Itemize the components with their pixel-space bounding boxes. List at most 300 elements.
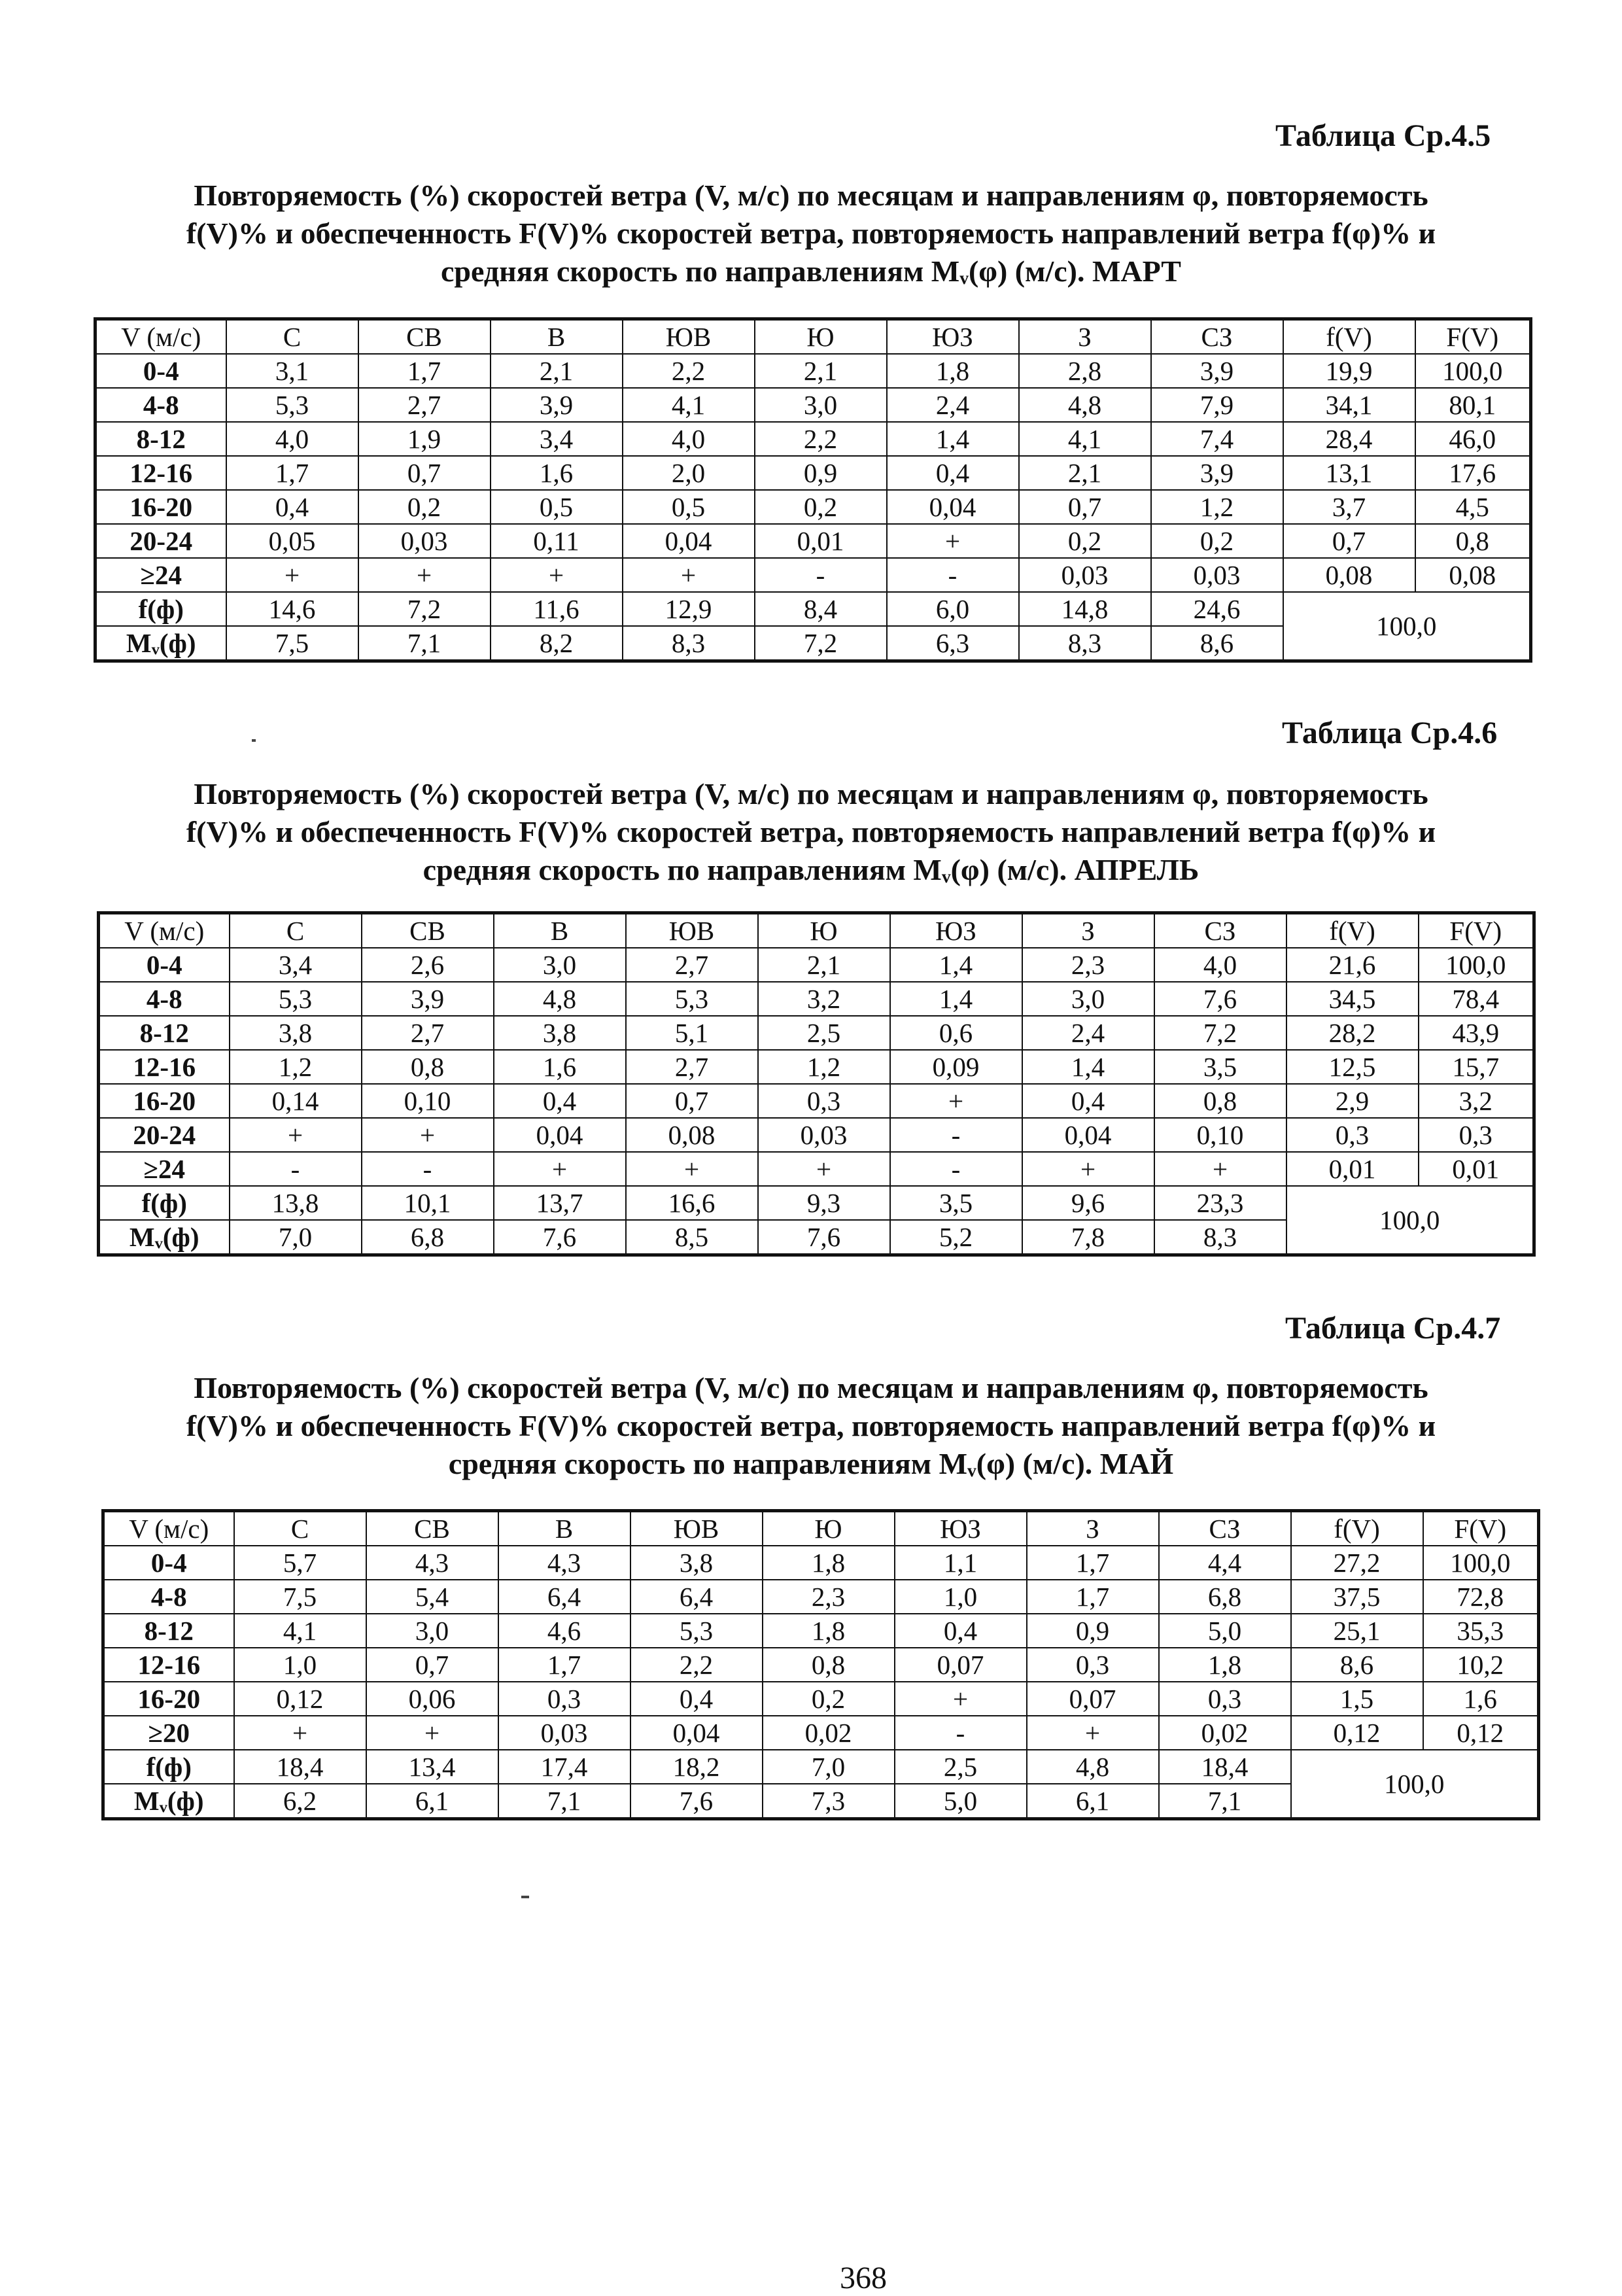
table-cell: 0,02	[763, 1716, 895, 1750]
table-row	[95, 558, 1531, 592]
table-cell: 8,5	[626, 1220, 758, 1255]
table-cell: 0,05	[226, 524, 358, 558]
table-cell: 2,2	[623, 354, 755, 388]
table-cell: 1,6	[494, 1050, 626, 1084]
table-row	[99, 1050, 1534, 1084]
table-cell: 1,8	[763, 1546, 895, 1580]
table-row	[95, 456, 1531, 490]
table-cell: 7,5	[226, 626, 358, 661]
table-cell: 1,5	[1291, 1682, 1423, 1716]
table-cell: 18,2	[630, 1750, 763, 1784]
table-cell: 10,2	[1423, 1648, 1539, 1682]
table-cell: 0,04	[630, 1716, 763, 1750]
table-cell: 2,2	[630, 1648, 763, 1682]
table-cell: 0,3	[1419, 1118, 1534, 1152]
table-cell: +	[362, 1118, 494, 1152]
table-cell: 0,04	[623, 524, 755, 558]
table-cell: 2,7	[358, 388, 491, 422]
table-cell: 0,03	[758, 1118, 890, 1152]
f-phi-row	[103, 1750, 1539, 1784]
table-cell: 0,11	[491, 524, 623, 558]
column-header: СЗ	[1151, 319, 1283, 355]
table-cell: 0,04	[887, 490, 1019, 524]
row-label: Mᵥ(ф)	[95, 626, 226, 661]
table-cell: 4,1	[623, 388, 755, 422]
table-cell: -	[887, 558, 1019, 592]
column-header: ЮЗ	[890, 913, 1022, 948]
table-cell: 7,2	[755, 626, 887, 661]
table-cell: 6,1	[1027, 1784, 1159, 1819]
table-cell: 1,8	[763, 1614, 895, 1648]
table-row	[95, 422, 1531, 456]
table-cell: 3,7	[1283, 490, 1415, 524]
table-row	[95, 354, 1531, 388]
table-cell: 4,5	[1415, 490, 1531, 524]
table-cell: 0,03	[498, 1716, 630, 1750]
table-cell: 6,4	[498, 1580, 630, 1614]
table-cell: 100,0	[1419, 948, 1534, 982]
table-cell: 0,12	[1291, 1716, 1423, 1750]
wind-table	[101, 1509, 1540, 1820]
table-cell: 3,0	[494, 948, 626, 982]
row-label: Mᵥ(ф)	[99, 1220, 230, 1255]
page-number: 368	[840, 2261, 887, 2295]
table-cell: 0,4	[630, 1682, 763, 1716]
column-header: F(V)	[1423, 1511, 1539, 1546]
table-cell: 1,6	[1423, 1682, 1539, 1716]
table-cell: -	[895, 1716, 1027, 1750]
column-header: З	[1027, 1511, 1159, 1546]
table-cell: 2,3	[1022, 948, 1154, 982]
table-cell: 100,0	[1423, 1546, 1539, 1580]
table-row	[99, 982, 1534, 1016]
table-cell: 2,3	[763, 1580, 895, 1614]
row-label: 16-20	[95, 490, 226, 524]
table-cell: +	[366, 1716, 498, 1750]
table-cell: 8,2	[491, 626, 623, 661]
table-cell: -	[890, 1152, 1022, 1186]
wind-table	[97, 911, 1536, 1257]
table-cell: 4,0	[226, 422, 358, 456]
column-header: F(V)	[1419, 913, 1534, 948]
table-header-row	[95, 319, 1531, 355]
table-cell: 100,0	[1415, 354, 1531, 388]
column-header: СВ	[362, 913, 494, 948]
table-cell: 2,1	[755, 354, 887, 388]
table-heading	[105, 775, 1517, 889]
table-cell: 2,4	[1022, 1016, 1154, 1050]
table-cell: 8,4	[755, 592, 887, 626]
table-header-row	[99, 913, 1534, 948]
table-row	[99, 1084, 1534, 1118]
table-row	[103, 1716, 1539, 1750]
table-cell: 8,3	[1019, 626, 1151, 661]
table-cell: 0,2	[1151, 524, 1283, 558]
table-cell: 8,3	[623, 626, 755, 661]
table-cell: 3,5	[890, 1186, 1022, 1220]
heading-line: Повторяемость (%) скоростей ветра (V, м/с) по месяцам и направлениям φ, повторяемость	[194, 1371, 1428, 1404]
table-cell: 1,0	[234, 1648, 366, 1682]
row-label: 4-8	[103, 1580, 234, 1614]
heading-line: Повторяемость (%) скоростей ветра (V, м/с) по месяцам и направлениям φ, повторяемость	[194, 777, 1428, 810]
table-cell: 6,0	[887, 592, 1019, 626]
row-label: 20-24	[99, 1118, 230, 1152]
table-cell: 1,4	[890, 982, 1022, 1016]
row-label: 8-12	[103, 1614, 234, 1648]
table-cell: +	[887, 524, 1019, 558]
table-cell: 0,6	[890, 1016, 1022, 1050]
table-cell: 2,7	[626, 948, 758, 982]
table-cell: 13,8	[230, 1186, 362, 1220]
column-header: С	[230, 913, 362, 948]
table-cell: 0,7	[626, 1084, 758, 1118]
table-cell: 23,3	[1154, 1186, 1286, 1220]
table-cell: 5,2	[890, 1220, 1022, 1255]
column-header: СВ	[358, 319, 491, 355]
table-cell: 11,6	[491, 592, 623, 626]
row-label: Mᵥ(ф)	[103, 1784, 234, 1819]
table-cell: 0,4	[494, 1084, 626, 1118]
table-cell: +	[491, 558, 623, 592]
table-cell: 35,3	[1423, 1614, 1539, 1648]
table-cell: 28,2	[1286, 1016, 1419, 1050]
table-cell: -	[362, 1152, 494, 1186]
table-row	[99, 1016, 1534, 1050]
table-cell: 8,6	[1291, 1648, 1423, 1682]
table-cell: 15,7	[1419, 1050, 1534, 1084]
table-cell: 1,7	[498, 1648, 630, 1682]
column-header: В	[498, 1511, 630, 1546]
table-cell: 0,06	[366, 1682, 498, 1716]
table-cell: 19,9	[1283, 354, 1415, 388]
table-row	[99, 1118, 1534, 1152]
table-cell: 0,4	[895, 1614, 1027, 1648]
table-cell: +	[758, 1152, 890, 1186]
table-cell: 0,7	[1019, 490, 1151, 524]
total-cell: 100,0	[1286, 1186, 1534, 1255]
table-cell: 0,07	[1027, 1682, 1159, 1716]
table-cell: 43,9	[1419, 1016, 1534, 1050]
table-cell: 7,3	[763, 1784, 895, 1819]
total-cell: 100,0	[1291, 1750, 1539, 1819]
table-cell: 0,4	[226, 490, 358, 524]
table-cell: 24,6	[1151, 592, 1283, 626]
row-label: ≥24	[99, 1152, 230, 1186]
table-cell: 5,7	[234, 1546, 366, 1580]
table-cell: 3,9	[362, 982, 494, 1016]
table-cell: 4,3	[498, 1546, 630, 1580]
table-cell: +	[623, 558, 755, 592]
table-cell: 0,8	[763, 1648, 895, 1682]
row-label: 16-20	[99, 1084, 230, 1118]
table-cell: 5,1	[626, 1016, 758, 1050]
table-cell: 2,5	[758, 1016, 890, 1050]
table-cell: 0,2	[755, 490, 887, 524]
table-cell: 7,6	[758, 1220, 890, 1255]
table-cell: 3,1	[226, 354, 358, 388]
table-cell: 13,4	[366, 1750, 498, 1784]
row-label: 4-8	[99, 982, 230, 1016]
table-cell: 3,5	[1154, 1050, 1286, 1084]
column-header: СВ	[366, 1511, 498, 1546]
table-cell: 13,1	[1283, 456, 1415, 490]
table-cell: 7,9	[1151, 388, 1283, 422]
table-cell: 4,8	[1019, 388, 1151, 422]
total-cell: 100,0	[1283, 592, 1531, 661]
table-heading	[105, 177, 1517, 290]
table-cell: 0,7	[1283, 524, 1415, 558]
table-cell: 0,04	[1022, 1118, 1154, 1152]
table-cell: 3,0	[1022, 982, 1154, 1016]
heading-line: средняя скорость по направлениям Mᵥ(φ) (м/с). АПРЕЛЬ	[423, 853, 1199, 886]
table-cell: 0,08	[626, 1118, 758, 1152]
table-cell: 34,1	[1283, 388, 1415, 422]
table-cell: 1,4	[887, 422, 1019, 456]
table-cell: 0,4	[1022, 1084, 1154, 1118]
column-header: F(V)	[1415, 319, 1531, 355]
table-cell: 28,4	[1283, 422, 1415, 456]
column-header: В	[491, 319, 623, 355]
column-header: СЗ	[1154, 913, 1286, 948]
table-cell: 3,8	[494, 1016, 626, 1050]
table-cell: 21,6	[1286, 948, 1419, 982]
table-cell: 0,5	[623, 490, 755, 524]
table-cell: 0,3	[1286, 1118, 1419, 1152]
table-cell: 0,02	[1159, 1716, 1291, 1750]
column-header: СЗ	[1159, 1511, 1291, 1546]
table-cell: 0,3	[498, 1682, 630, 1716]
table-cell: 1,4	[890, 948, 1022, 982]
table-cell: 3,9	[1151, 456, 1283, 490]
table-row	[99, 948, 1534, 982]
table-cell: 80,1	[1415, 388, 1531, 422]
table-cell: 2,2	[755, 422, 887, 456]
column-header: Ю	[755, 319, 887, 355]
row-label: 4-8	[95, 388, 226, 422]
table-cell: 7,0	[230, 1220, 362, 1255]
table-cell: 5,4	[366, 1580, 498, 1614]
row-label: 20-24	[95, 524, 226, 558]
table-cell: 14,8	[1019, 592, 1151, 626]
table-cell: 0,03	[1151, 558, 1283, 592]
table-cell: 14,6	[226, 592, 358, 626]
row-label: 0-4	[103, 1546, 234, 1580]
table-cell: 1,6	[491, 456, 623, 490]
table-cell: 16,6	[626, 1186, 758, 1220]
table-cell: 7,1	[358, 626, 491, 661]
table-cell: 6,2	[234, 1784, 366, 1819]
column-header: Ю	[758, 913, 890, 948]
table-cell: +	[1022, 1152, 1154, 1186]
table-cell: 0,2	[763, 1682, 895, 1716]
column-header: ЮЗ	[887, 319, 1019, 355]
table-cell: 1,1	[895, 1546, 1027, 1580]
table-number: Таблица Ср.4.6	[1282, 716, 1498, 750]
table-cell: 13,7	[494, 1186, 626, 1220]
table-cell: 0,01	[1286, 1152, 1419, 1186]
table-cell: 7,2	[1154, 1016, 1286, 1050]
row-label: 8-12	[99, 1016, 230, 1050]
table-row	[103, 1614, 1539, 1648]
column-header: V (м/с)	[95, 319, 226, 355]
table-cell: 0,8	[362, 1050, 494, 1084]
table-cell: 27,2	[1291, 1546, 1423, 1580]
column-header: ЮВ	[630, 1511, 763, 1546]
table-row	[103, 1682, 1539, 1716]
table-cell: 2,8	[1019, 354, 1151, 388]
row-label: ≥20	[103, 1716, 234, 1750]
f-phi-row	[99, 1186, 1534, 1220]
table-cell: 0,8	[1415, 524, 1531, 558]
table-cell: 5,0	[1159, 1614, 1291, 1648]
table-cell: 3,9	[491, 388, 623, 422]
table-cell: 3,2	[1419, 1084, 1534, 1118]
table-cell: 46,0	[1415, 422, 1531, 456]
table-cell: 1,2	[230, 1050, 362, 1084]
table-cell: 6,8	[362, 1220, 494, 1255]
column-header: В	[494, 913, 626, 948]
table-cell: 0,01	[1419, 1152, 1534, 1186]
table-cell: 6,4	[630, 1580, 763, 1614]
table-cell: 1,7	[226, 456, 358, 490]
table-cell: 7,0	[763, 1750, 895, 1784]
table-cell: +	[494, 1152, 626, 1186]
table-cell: 3,8	[230, 1016, 362, 1050]
table-cell: 10,1	[362, 1186, 494, 1220]
table-cell: 3,0	[366, 1614, 498, 1648]
table-cell: 6,3	[887, 626, 1019, 661]
table-cell: 1,7	[358, 354, 491, 388]
column-header: V (м/с)	[99, 913, 230, 948]
table-cell: 1,8	[887, 354, 1019, 388]
table-cell: 0,14	[230, 1084, 362, 1118]
table-cell: 3,0	[755, 388, 887, 422]
column-header: V (м/с)	[103, 1511, 234, 1546]
table-cell: 2,5	[895, 1750, 1027, 1784]
table-heading	[105, 1369, 1517, 1483]
table-cell: 4,1	[234, 1614, 366, 1648]
table-cell: 78,4	[1419, 982, 1534, 1016]
table-cell: 0,5	[491, 490, 623, 524]
column-header: З	[1022, 913, 1154, 948]
table-cell: 4,0	[623, 422, 755, 456]
table-cell: 7,6	[494, 1220, 626, 1255]
table-cell: +	[890, 1084, 1022, 1118]
table-number: Таблица Ср.4.5	[1275, 118, 1491, 153]
table-cell: 0,7	[366, 1648, 498, 1682]
table-cell: 0,09	[890, 1050, 1022, 1084]
table-cell: 0,2	[358, 490, 491, 524]
row-label: 16-20	[103, 1682, 234, 1716]
table-cell: 2,0	[623, 456, 755, 490]
table-cell: 8,6	[1151, 626, 1283, 661]
table-cell: 0,08	[1415, 558, 1531, 592]
column-header: С	[234, 1511, 366, 1546]
table-cell: 2,7	[362, 1016, 494, 1050]
table-row	[103, 1580, 1539, 1614]
column-header: ЮВ	[626, 913, 758, 948]
table-cell: 2,6	[362, 948, 494, 982]
table-cell: 0,4	[887, 456, 1019, 490]
table-cell: 3,4	[230, 948, 362, 982]
table-cell: 1,0	[895, 1580, 1027, 1614]
table-cell: 0,3	[1159, 1682, 1291, 1716]
table-cell: 1,8	[1159, 1648, 1291, 1682]
column-header: ЮВ	[623, 319, 755, 355]
table-cell: +	[1154, 1152, 1286, 1186]
table-cell: 1,7	[1027, 1546, 1159, 1580]
column-header: f(V)	[1291, 1511, 1423, 1546]
table-cell: 5,3	[226, 388, 358, 422]
table-row	[95, 490, 1531, 524]
table-cell: +	[626, 1152, 758, 1186]
table-cell: +	[226, 558, 358, 592]
table-cell: 4,8	[1027, 1750, 1159, 1784]
table-row	[95, 524, 1531, 558]
table-cell: 0,03	[1019, 558, 1151, 592]
table-row	[95, 388, 1531, 422]
table-row	[99, 1152, 1534, 1186]
row-label: f(ф)	[99, 1186, 230, 1220]
table-cell: 12,9	[623, 592, 755, 626]
table-cell: 4,6	[498, 1614, 630, 1648]
table-cell: 2,1	[1019, 456, 1151, 490]
table-cell: 37,5	[1291, 1580, 1423, 1614]
heading-line: Повторяемость (%) скоростей ветра (V, м/с) по месяцам и направлениям φ, повторяемость	[194, 179, 1428, 212]
table-cell: 2,7	[626, 1050, 758, 1084]
table-cell: 2,4	[887, 388, 1019, 422]
table-cell: 1,4	[1022, 1050, 1154, 1084]
heading-line: f(V)% и обеспеченность F(V)% скоростей ветра, повторяемость направлений ветра f(φ)% и	[186, 1409, 1436, 1442]
table-cell: 0,07	[895, 1648, 1027, 1682]
table-cell: 17,4	[498, 1750, 630, 1784]
table-cell: 2,9	[1286, 1084, 1419, 1118]
table-cell: +	[230, 1118, 362, 1152]
table-cell: 2,1	[491, 354, 623, 388]
table-cell: 0,08	[1283, 558, 1415, 592]
table-cell: 6,8	[1159, 1580, 1291, 1614]
table-cell: 4,4	[1159, 1546, 1291, 1580]
table-cell: 7,2	[358, 592, 491, 626]
column-header: Ю	[763, 1511, 895, 1546]
heading-line: f(V)% и обеспеченность F(V)% скоростей ветра, повторяемость направлений ветра f(φ)% и	[186, 815, 1436, 848]
table-cell: 1,9	[358, 422, 491, 456]
table-cell: 18,4	[1159, 1750, 1291, 1784]
table-cell: 17,6	[1415, 456, 1531, 490]
table-cell: 1,2	[1151, 490, 1283, 524]
table-cell: 6,1	[366, 1784, 498, 1819]
table-cell: 3,4	[491, 422, 623, 456]
row-label: 12-16	[99, 1050, 230, 1084]
table-cell: -	[890, 1118, 1022, 1152]
column-header: f(V)	[1286, 913, 1419, 948]
f-phi-row	[95, 592, 1531, 626]
column-header: С	[226, 319, 358, 355]
table-cell: 5,0	[895, 1784, 1027, 1819]
table-cell: 7,1	[1159, 1784, 1291, 1819]
heading-line: f(V)% и обеспеченность F(V)% скоростей ветра, повторяемость направлений ветра f(φ)% и	[186, 217, 1436, 250]
table-header-row	[103, 1511, 1539, 1546]
table-cell: -	[230, 1152, 362, 1186]
table-cell: 9,6	[1022, 1186, 1154, 1220]
table-cell: 7,8	[1022, 1220, 1154, 1255]
table-cell: -	[755, 558, 887, 592]
table-cell: 3,2	[758, 982, 890, 1016]
heading-line: средняя скорость по направлениям Mᵥ(φ) (м/с). МАЙ	[448, 1447, 1174, 1480]
table-cell: 1,2	[758, 1050, 890, 1084]
row-label: 12-16	[103, 1648, 234, 1682]
row-label: 0-4	[99, 948, 230, 982]
